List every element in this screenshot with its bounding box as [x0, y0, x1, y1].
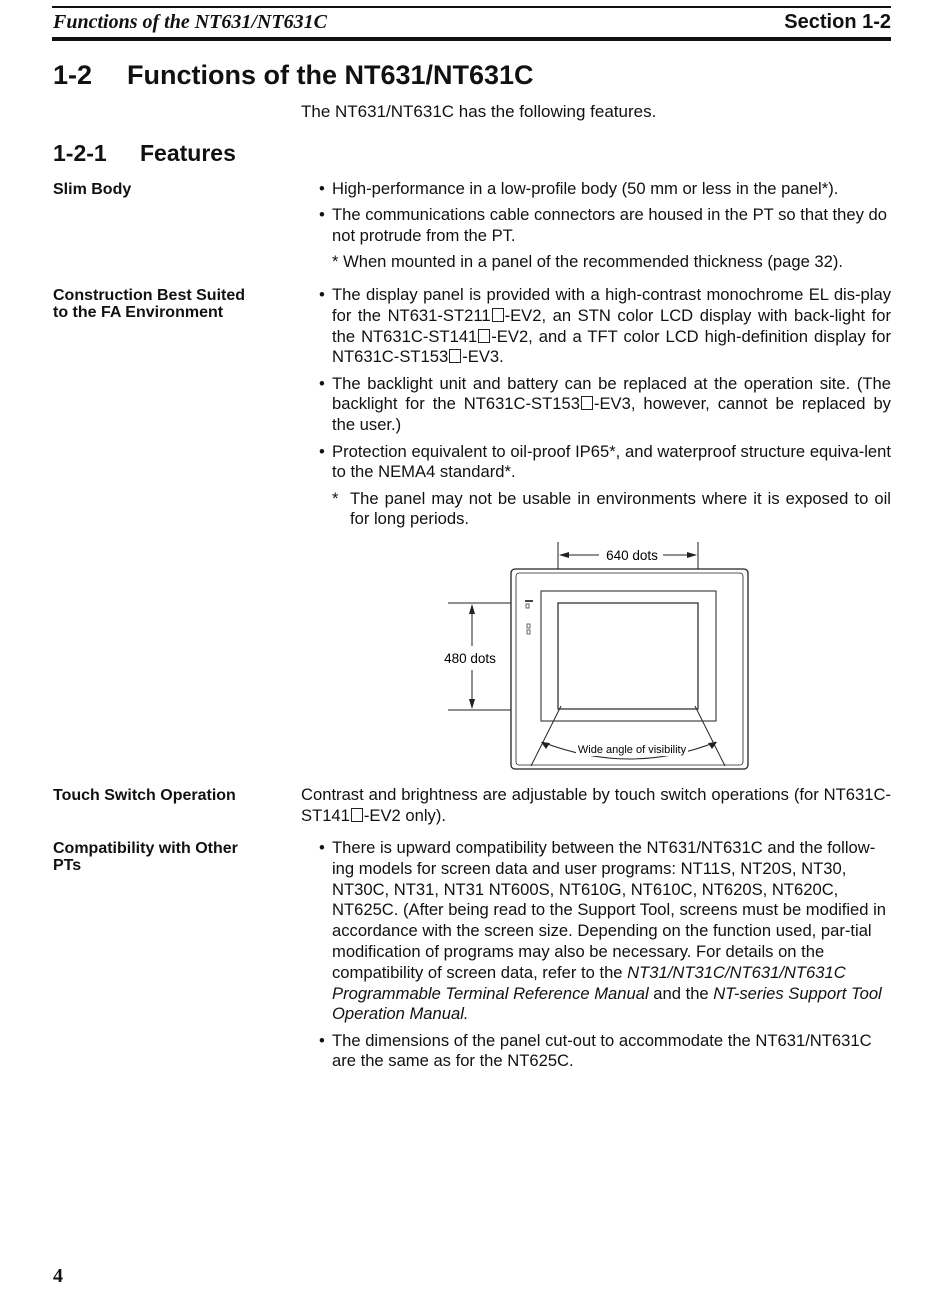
construction-content — [316, 285, 891, 536]
slim-body-content — [316, 179, 891, 279]
running-header-section: Section 1-2 — [784, 11, 891, 33]
construction-bullet-3: • Protection equivalent to oil-proof IP65*, and waterproof structure equiva-lent to the NEMA4 standard*. — [316, 442, 891, 484]
compatibility-heading-line-2: PTs — [53, 857, 82, 874]
page-number: 4 — [53, 1265, 63, 1287]
support-tool-manual-title: NT-series Support Tool Operation Manual. — [332, 983, 882, 1024]
slim-body-note: * When mounted in a panel of the recommended thickness (page 32). — [332, 252, 844, 272]
running-header-title: Functions of the NT631/NT631C — [53, 11, 327, 33]
compatibility-bullet-1: • There is upward compatibility between the NT631/NT631C and the follow-ing models for screen data and user programs: NT11S, NT20S, NT30, NT30C, NT31, NT31 NT600S, NT610G, NT610C, NT620S, NT620C, NT625C. (After being read to the Support Tool, screens must be modified in accordance with the screen size. Depending on the function used, par-tial modification of programs may also be necessary. For details on the compatibility of screen data, refer to the NT31/NT31C/NT631/NT631C Programmable Terminal Reference Manual and the NT-series Support Tool Operation Manual. — [316, 838, 891, 1025]
header-top-rule — [52, 6, 891, 8]
model-suffix-box — [581, 396, 593, 410]
width-dimension-label: 640 dots — [606, 548, 658, 563]
reference-manual-title: NT31/NT31C/NT631/NT631C Programmable Terminal Reference Manual — [332, 962, 846, 1003]
construction-heading-line-1: Construction Best Suited — [53, 287, 246, 304]
construction-bullet-2: • The backlight unit and battery can be replaced at the operation site. (The backlight for the NT631C-ST153 -EV3, however, cannot be replaced by the user.) — [316, 374, 891, 436]
construction-bullet-1: • The display panel is provided with a high-contrast monochrome EL dis-play for the NT631-ST211 -EV2, an STN color LCD display with back-light for the NT631C-ST141 -EV2, and a TFT color LCD high-definition display for NT631C-ST153 -EV3. — [316, 285, 891, 368]
height-dimension-label: 480 dots — [444, 651, 496, 666]
slim-body-heading: Slim Body — [53, 181, 132, 198]
section-intro: The NT631/NT631C has the following features. — [301, 102, 657, 121]
model-suffix-box — [351, 808, 363, 822]
section-title: Functions of the NT631/NT631C — [127, 60, 534, 90]
touch-switch-text: Contrast and brightness are adjustable by touch switch operations (for NT631C-ST141 -EV2 only). — [301, 785, 891, 825]
model-suffix-box — [449, 349, 461, 363]
compatibility-bullet-2: • The dimensions of the panel cut-out to accommodate the NT631/NT631C are the same as for the NT625C. — [316, 1031, 891, 1073]
compatibility-heading — [53, 840, 283, 874]
compatibility-heading-line-1: Compatibility with Other — [53, 840, 238, 857]
slim-body-bullet-2: • The communications cable connectors are housed in the PT so that they do not protrude from the PT. — [316, 205, 891, 247]
pt-front-view-diagram — [430, 538, 760, 770]
slim-body-bullet-1: • High-performance in a low-profile body (50 mm or less in the panel*). — [316, 179, 891, 200]
construction-heading-line-2: to the FA Environment — [53, 304, 224, 321]
visibility-angle-label: Wide angle of visibility — [577, 744, 687, 756]
touch-switch-heading: Touch Switch Operation — [53, 787, 236, 804]
construction-note: * The panel may not be usable in environments where it is exposed to oil for long periods. — [332, 488, 891, 529]
model-suffix-box — [492, 308, 504, 322]
compatibility-content — [316, 838, 891, 1078]
subsection-number: 1-2-1 — [53, 140, 107, 166]
construction-heading — [53, 287, 283, 321]
header-bottom-rule — [52, 37, 891, 41]
section-number: 1-2 — [53, 60, 93, 90]
model-suffix-box — [478, 329, 490, 343]
subsection-title: Features — [140, 140, 236, 166]
